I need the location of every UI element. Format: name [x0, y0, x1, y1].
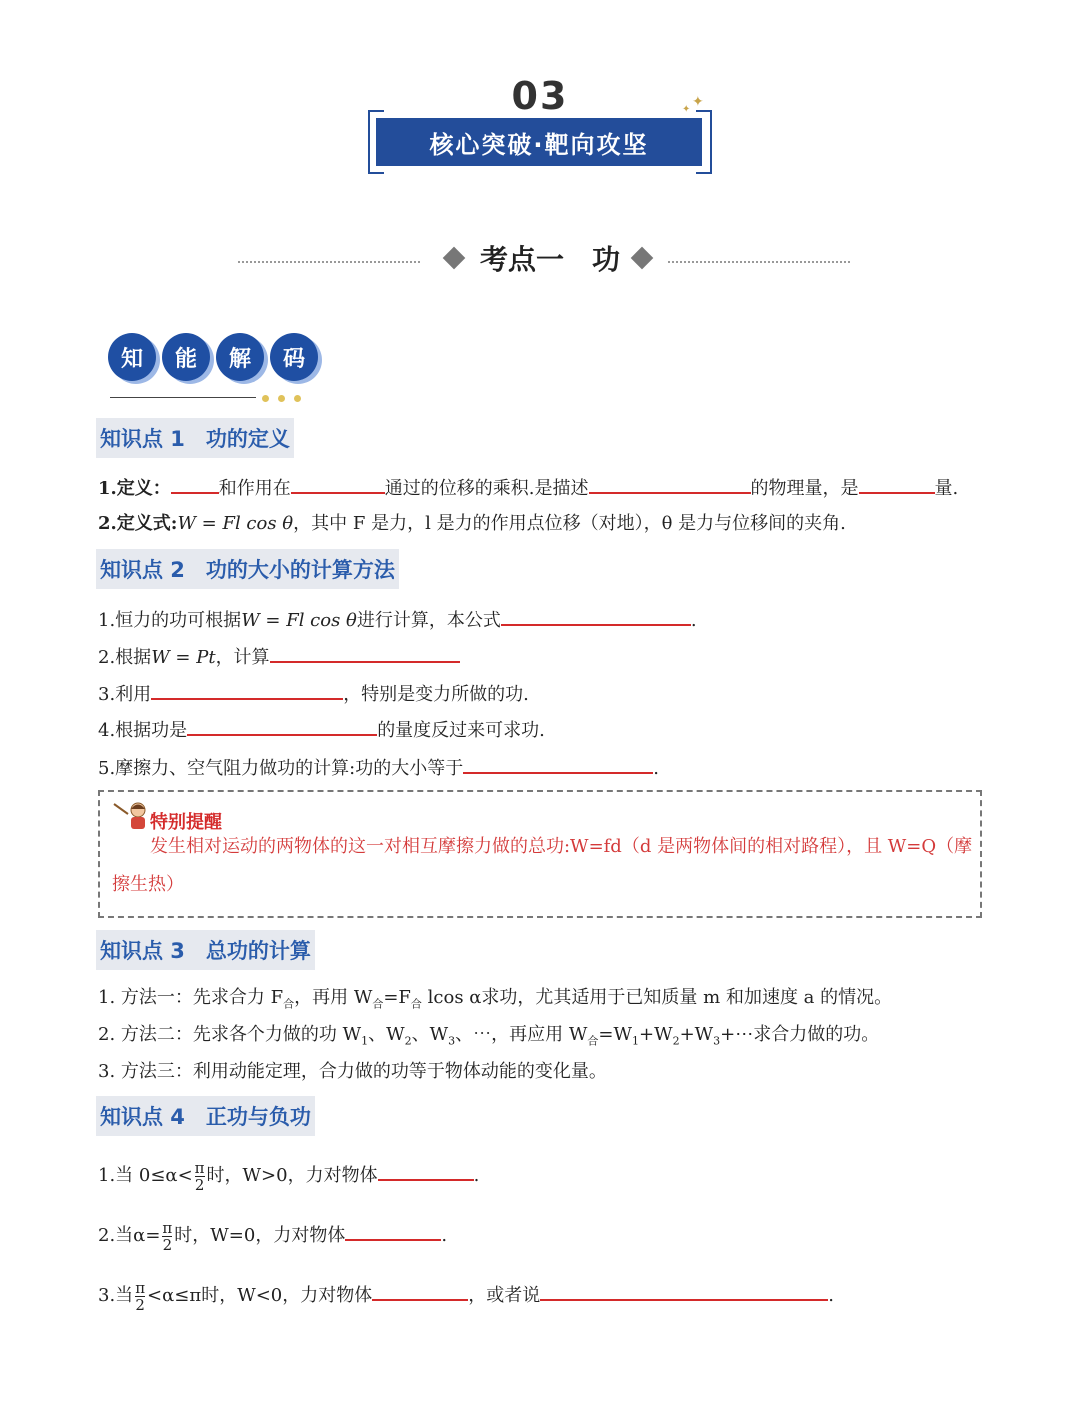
- kp4-case-1: 1.当 0≤α< $\frac{\pi}{2}$ 时，W>0，力对物体 .: [98, 1158, 480, 1194]
- decor-dot: [262, 395, 269, 402]
- kp1-heading: 知识点 1 功的定义: [96, 418, 294, 458]
- kp2-item-2: 2.根据W = Pt，计算: [98, 641, 460, 672]
- kp3-method-2: 2. 方法二：先求各个力做的功 $W_1$、$W_2$、$W_3$、⋯，再应用 $W_合=W_1+W_2+W_3+\cdots$求合力做的功。: [98, 1024, 880, 1048]
- pi-over-2: $\frac{\pi}{2}$: [135, 1278, 146, 1314]
- blank: [345, 1219, 441, 1241]
- kp2-heading: 知识点 2 功的大小的计算方法: [96, 549, 399, 589]
- blank: [171, 472, 219, 494]
- section-number: 03: [511, 74, 569, 118]
- kp2-item-4: 4.根据功是 的量度反过来可求功.: [98, 714, 545, 745]
- teacher-icon: [112, 800, 152, 830]
- kp4-case-2: 2.当α= $\frac{\pi}{2}$ 时，W=0，力对物体 .: [98, 1218, 448, 1254]
- blank: [372, 1279, 468, 1301]
- blank: [589, 472, 751, 494]
- badge-ma: 码: [270, 333, 318, 381]
- kp1-definition: 1.定义： 和作用在 通过的位移的乘积.是描述 的物理量，是 量.: [98, 472, 958, 503]
- blank: [270, 641, 460, 663]
- kp1-formula: 2.定义式:W = Fl cos θ，其中 F 是力，l 是力的作用点位移（对地），θ 是力与位移间的夹角.: [98, 513, 846, 534]
- kp3-heading: 知识点 3 总功的计算: [96, 930, 315, 970]
- divider-left: [238, 261, 420, 263]
- kp3-method-1: 1. 方法一：先求合力 $F_合$，再用 $W_合=F_合$ lcos α求功，尤其适用于已知质量 m 和加速度 a 的情况。: [98, 987, 893, 1011]
- decor-dot: [278, 395, 285, 402]
- diamond-icon: [631, 247, 654, 270]
- blank: [859, 472, 935, 494]
- sparkle-icon: ✦: [692, 94, 704, 110]
- badge-underline: [110, 397, 256, 398]
- kp2-item-3: 3.利用 ，特别是变力所做的功.: [98, 678, 529, 709]
- tip-line-1: 发生相对运动的两物体的这一对相互摩擦力做的总功:W=fd（d 是两物体间的相对路程），且 W=Q（摩: [150, 836, 973, 857]
- divider-right: [668, 261, 850, 263]
- badge-neng: 能: [162, 333, 210, 381]
- blank: [501, 604, 691, 626]
- sparkle-icon: ✦: [682, 104, 691, 115]
- topic-title: 考点一 功: [480, 243, 621, 276]
- blank: [151, 678, 343, 700]
- blank: [187, 714, 377, 736]
- blank: [378, 1159, 474, 1181]
- diamond-icon: [443, 247, 466, 270]
- badge-jie: 解: [216, 333, 264, 381]
- kp2-item-5: 5.摩擦力、空气阻力做功的计算:功的大小等于 .: [98, 752, 659, 783]
- kp3-method-3: 3. 方法三：利用动能定理，合力做的功等于物体动能的变化量。: [98, 1061, 607, 1082]
- kp4-heading: 知识点 4 正功与负功: [96, 1096, 315, 1136]
- tip-title: 特别提醒: [150, 812, 222, 833]
- blank: [463, 752, 653, 774]
- blank: [540, 1279, 828, 1301]
- kp2-item-1: 1.恒力的功可根据W = Fl cos θ进行计算，本公式 .: [98, 604, 697, 635]
- pi-over-2: $\frac{\pi}{2}$: [162, 1218, 173, 1254]
- tip-line-2: 擦生热）: [112, 874, 184, 895]
- blank: [291, 472, 385, 494]
- badge-zhi: 知: [108, 333, 156, 381]
- decor-dot: [294, 395, 301, 402]
- section-banner: 核心突破·靶向攻坚: [376, 118, 702, 166]
- pi-over-2: $\frac{\pi}{2}$: [194, 1158, 205, 1194]
- kp4-case-3: 3.当 $\frac{\pi}{2}$ <α≤π时，W<0，力对物体 ，或者说 .: [98, 1278, 834, 1314]
